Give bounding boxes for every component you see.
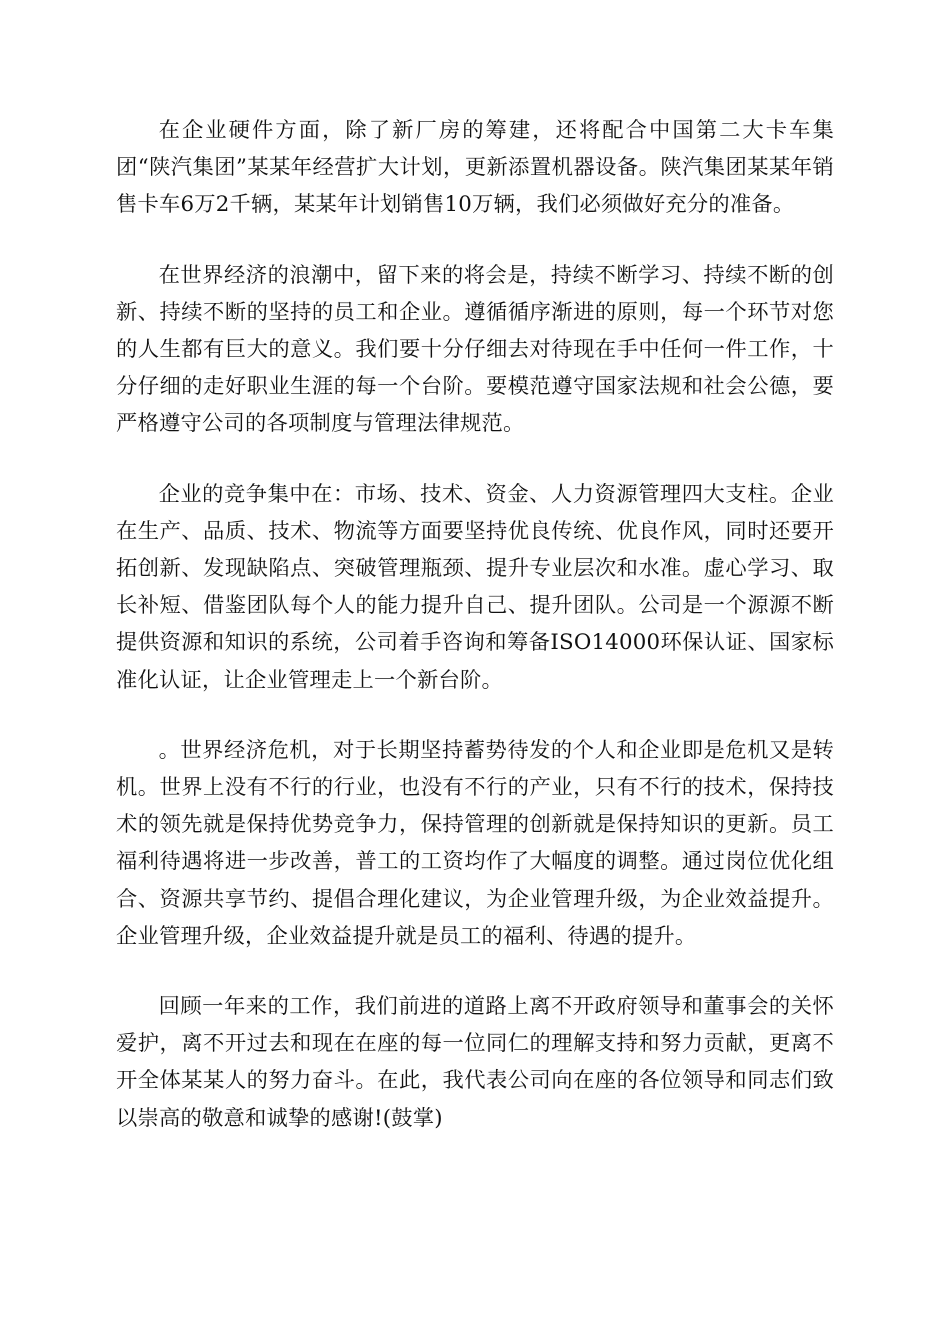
paragraph-hardware-plan: 在企业硬件方面，除了新厂房的筹建，还将配合中国第二大卡车集团“陕汽集团”某某年经营扩大计划，更新添置机器设备。陕汽集团某某年销售卡车6万2千辆，某某年计划销售10万辆，我们必须做好充分的准备。: [116, 118, 834, 218]
paragraph-continuous-learning: 在世界经济的浪潮中，留下来的将会是，持续不断学习、持续不断的创新、持续不断的坚持的员工和企业。遵循循序渐进的原则，每一个环节对您的人生都有巨大的意义。我们要十分仔细去对待现在手中任何一件工作，十分仔细的走好职业生涯的每一个台阶。要模范遵守国家法规和社会公德，要严格遵守公司的各项制度与管理法律规范。: [116, 262, 834, 437]
paragraph-review-thanks: 回顾一年来的工作，我们前进的道路上离不开政府领导和董事会的关怀爱护，离不开过去和现在在座的每一位同仁的理解支持和努力贡献，更离不开全体某某人的努力奋斗。在此，我代表公司向在座的各位领导和同志们致以崇高的敬意和诚挚的感谢!(鼓掌): [116, 994, 834, 1131]
paragraph-competition-pillars: 企业的竞争集中在：市场、技术、资金、人力资源管理四大支柱。企业在生产、品质、技术、物流等方面要坚持优良传统、优良作风，同时还要开拓创新、发现缺陷点、突破管理瓶颈、提升专业层次和水准。虚心学习、取长补短、借鉴团队每个人的能力提升自己、提升团队。公司是一个源源不断提供资源和知识的系统，公司着手咨询和筹备ISO14000环保认证、国家标准化认证，让企业管理走上一个新台阶。: [116, 481, 834, 693]
paragraph-economic-crisis: 。世界经济危机，对于长期坚持蓄势待发的个人和企业即是危机又是转机。世界上没有不行的行业，也没有不行的产业，只有不行的技术，保持技术的领先就是保持优势竞争力，保持管理的创新就是保持知识的更新。员工福利待遇将进一步改善，普工的工资均作了大幅度的调整。通过岗位优化组合、资源共享节约、提倡合理化建议，为企业管理升级，为企业效益提升。企业管理升级，企业效益提升就是员工的福利、待遇的提升。: [116, 737, 834, 949]
document-body: [116, 112, 834, 1170]
